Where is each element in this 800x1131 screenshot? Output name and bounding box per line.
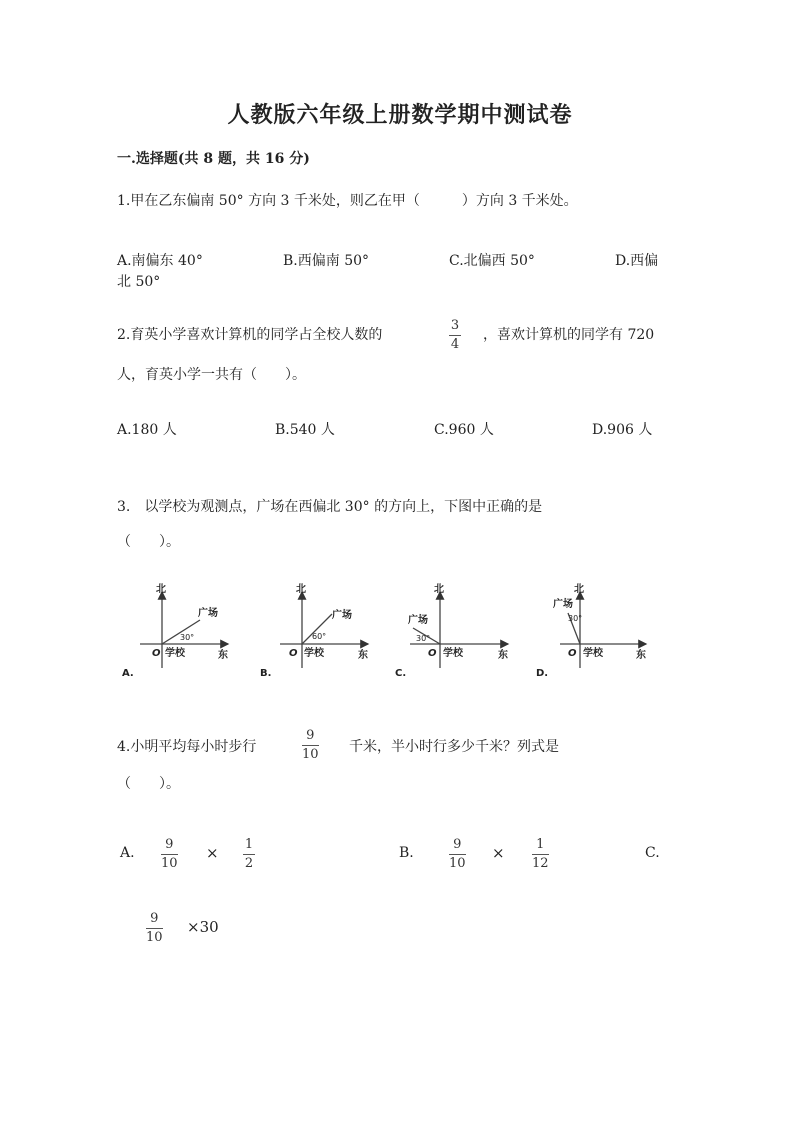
fraction-numerator: 3 [450, 318, 460, 333]
fraction-numerator: 9 [165, 837, 174, 852]
q1-option-c[interactable]: C.北偏西 50° [449, 253, 535, 269]
q2-option-a[interactable]: A.180 人 [117, 422, 177, 438]
question-2-text-part2: ，喜欢计算机的同学有 720 [483, 327, 655, 343]
q4-option-a-fraction-1 [161, 837, 178, 872]
diagram-a-school: 学校 [165, 648, 185, 659]
question-2-text-part3: 人，育英小学一共有（ ）。 [117, 367, 306, 383]
q2-option-b[interactable]: B.540 人 [275, 422, 335, 438]
q1-option-d-continued: 北 50° [117, 274, 161, 290]
fraction-bar [161, 854, 178, 855]
fraction-bar [146, 928, 163, 929]
diagram-b-north-label: 北 [296, 584, 306, 595]
diagram-d-school: 学校 [583, 648, 603, 659]
fraction-numerator: 9 [453, 837, 462, 852]
q4-option-c-times-30: ×30 [187, 918, 219, 936]
page-title: 人教版六年级上册数学期中测试卷 [227, 102, 573, 128]
fraction-bar [449, 854, 466, 855]
diagram-d-angle: 30° [568, 614, 583, 623]
fraction-denominator: 10 [449, 856, 466, 871]
question-1-text: 1.甲在乙东偏南 50° 方向 3 千米处，则乙在甲（ ）方向 3 千米处。 [117, 193, 578, 209]
q1-option-a[interactable]: A.南偏东 40° [117, 253, 203, 269]
diagram-b-origin: O [289, 648, 298, 659]
fraction-numerator: 9 [150, 911, 159, 926]
diagram-c-school: 学校 [443, 648, 463, 659]
q4-option-b-fraction-1 [449, 837, 466, 872]
diagram-a-origin: O [152, 648, 161, 659]
q4-option-a[interactable]: A. [120, 845, 135, 861]
q2-option-d[interactable]: D.906 人 [592, 422, 653, 438]
diagram-d-north-label: 北 [574, 584, 584, 595]
q4-option-b[interactable]: B. [399, 845, 414, 861]
diagram-d-option-label: D. [536, 668, 549, 679]
diagram-b-square: 广场 [332, 610, 352, 621]
fraction-bar [302, 745, 319, 746]
diagram-d-origin: O [568, 648, 577, 659]
compass-diagrams [110, 578, 670, 683]
diagram-a-option-label: A. [122, 668, 134, 679]
diagram-a-north-label: 北 [156, 584, 166, 595]
question-4-text-part3: （ ）。 [117, 776, 180, 792]
diagram-b-east-label: 东 [358, 650, 368, 661]
fraction-denominator: 12 [532, 856, 549, 871]
q4-option-b-times: × [492, 844, 505, 862]
diagram-a-angle: 30° [180, 633, 195, 642]
q4-option-c[interactable]: C. [645, 845, 660, 861]
section-heading: 一.选择题(共 8 题，共 16 分) [117, 151, 310, 167]
q4-fraction [302, 728, 319, 763]
q4-option-b-fraction-2 [532, 837, 549, 872]
question-2-text-part1: 2.育英小学喜欢计算机的同学占全校人数的 [117, 327, 383, 343]
q1-option-b[interactable]: B.西偏南 50° [283, 253, 370, 269]
question-4-text-part1: 4.小明平均每小时步行 [117, 739, 257, 755]
diagram-c-square: 广场 [408, 615, 428, 626]
fraction-bar [449, 335, 461, 336]
diagram-b-school: 学校 [304, 648, 324, 659]
diagram-c-east-label: 东 [498, 650, 508, 661]
q4-option-c-fraction [146, 911, 163, 946]
q1-option-d[interactable]: D.西偏 [615, 253, 659, 269]
diagram-c-angle: 30° [416, 634, 431, 643]
diagram-b-angle: 60° [312, 632, 327, 641]
diagram-d-square: 广场 [553, 599, 573, 610]
diagram-a-square: 广场 [198, 608, 218, 619]
fraction-numerator: 1 [536, 837, 545, 852]
fraction-denominator: 2 [244, 856, 254, 871]
diagram-c-option-label: C. [395, 668, 407, 679]
fraction-numerator: 1 [244, 837, 254, 852]
question-3-text-part2: （ ）。 [117, 534, 180, 550]
q4-option-a-times: × [206, 844, 219, 862]
q4-option-a-fraction-2 [243, 837, 255, 872]
fraction-denominator: 4 [450, 337, 460, 352]
diagram-b-option-label: B. [260, 668, 272, 679]
q2-fraction [449, 318, 461, 353]
fraction-denominator: 10 [302, 747, 319, 762]
question-3-text: 3. 以学校为观测点，广场在西偏北 30° 的方向上，下图中正确的是 [117, 499, 543, 515]
fraction-denominator: 10 [161, 856, 178, 871]
fraction-numerator: 9 [306, 728, 315, 743]
diagram-c-north-label: 北 [434, 584, 444, 595]
q2-option-c[interactable]: C.960 人 [434, 422, 494, 438]
diagram-a-east-label: 东 [218, 650, 228, 661]
diagram-d-east-label: 东 [636, 650, 646, 661]
question-4-text-part2: 千米，半小时行多少千米？列式是 [349, 739, 559, 755]
fraction-denominator: 10 [146, 930, 163, 945]
fraction-bar [532, 854, 549, 855]
fraction-bar [243, 854, 255, 855]
diagram-c-origin: O [428, 648, 437, 659]
